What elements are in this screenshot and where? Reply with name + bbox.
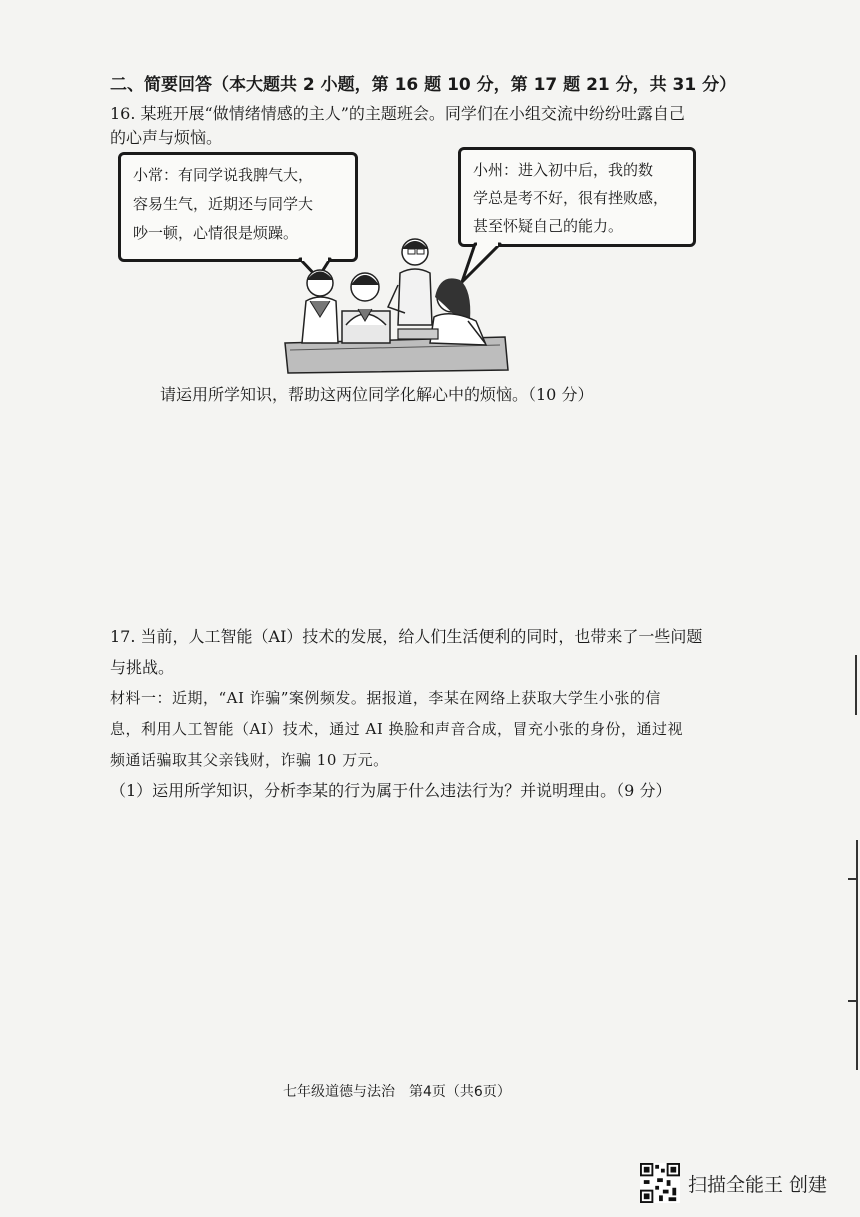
bubble-line: 学总是考不好，很有挫败感， — [473, 189, 669, 207]
q17-stem-line1: 17. 当前，人工智能（AI）技术的发展，给人们生活便利的同时，也带来了一些问题 — [110, 627, 703, 646]
section-heading: 二、简要回答（本大题共 2 小题，第 16 题 10 分，第 17 题 21 分，共 31 分） — [110, 75, 737, 95]
q16-prompt: 请运用所学知识，帮助这两位同学化解心中的烦恼。（10 分） — [160, 385, 594, 404]
scanner-watermark: 扫描全能王 创建 — [688, 1174, 828, 1196]
bubble-line: 容易生气，近期还与同学大 — [133, 195, 314, 213]
scan-edge-mark — [848, 878, 858, 880]
q17-stem-line2: 与挑战。 — [110, 658, 175, 677]
scan-edge-mark — [856, 840, 858, 1070]
classroom-illustration — [280, 225, 510, 375]
bubble-line: 小常：有同学说我脾气大， — [133, 166, 314, 184]
page-footer: 七年级道德与法治 第4页（共6页） — [283, 1084, 511, 1100]
material-line: 息，利用人工智能（AI）技术，通过 AI 换脸和声音合成，冒充小张的身份，通过视 — [110, 720, 684, 738]
scan-edge-mark — [848, 1000, 858, 1002]
material-line: 频通话骗取其父亲钱财，诈骗 10 万元。 — [110, 751, 389, 769]
bubble-line: 甚至怀疑自己的能力。 — [473, 217, 624, 235]
bubble-line: 吵一顿，心情很是烦躁。 — [133, 224, 299, 242]
scan-edge-mark — [855, 655, 857, 715]
qr-code-icon — [640, 1163, 680, 1203]
q16-stem-line1: 16. 某班开展“做情绪情感的主人”的主题班会。同学们在小组交流中纷纷吐露自己 — [110, 104, 685, 123]
q17-subquestion-1: （1）运用所学知识，分析李某的行为属于什么违法行为？并说明理由。（9 分） — [110, 781, 672, 800]
material-line: 材料一：近期，“AI 诈骗”案例频发。据报道，李某在网络上获取大学生小张的信 — [110, 689, 661, 707]
bubble-line: 小州：进入初中后，我的数 — [473, 161, 654, 179]
q16-stem-line2: 的心声与烦恼。 — [110, 128, 223, 147]
